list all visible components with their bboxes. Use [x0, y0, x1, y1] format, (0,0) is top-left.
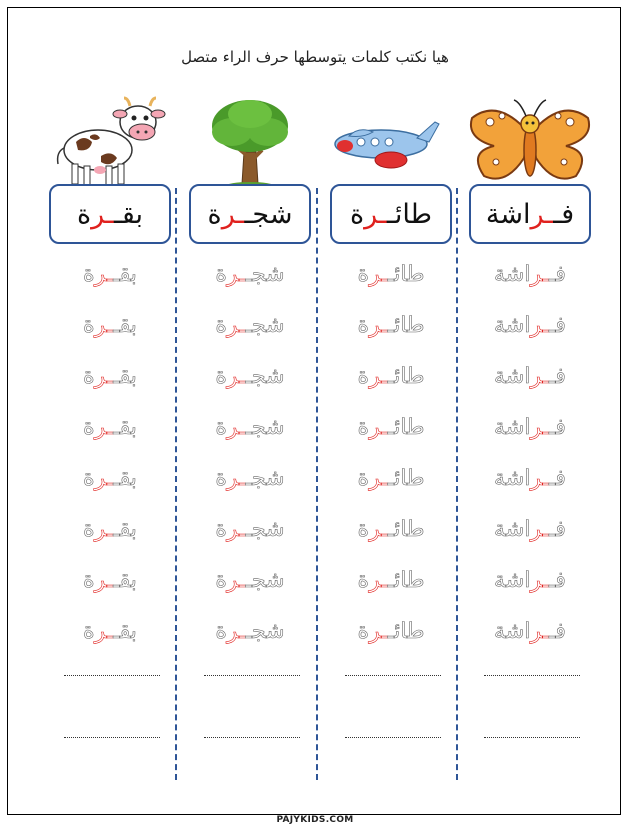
word-box-tree: [189, 184, 311, 244]
trace-word-butterfly: فــراشة: [494, 619, 566, 644]
word-box-airplane: [330, 184, 452, 244]
writing-line-tree[interactable]: [204, 675, 300, 676]
butterfly-picture: [466, 92, 594, 192]
trace-word-tree: شجــرة: [215, 262, 285, 287]
trace-word-cow: بقــرة: [83, 517, 137, 542]
trace-word-tree: شجــرة: [215, 517, 285, 542]
writing-line-plane[interactable]: [345, 675, 441, 676]
writing-line-cow[interactable]: [64, 737, 160, 738]
trace-word-butterfly: فــراشة: [494, 364, 566, 389]
trace-word-plane: طائــرة: [357, 415, 425, 440]
trace-word-butterfly: فــراشة: [494, 466, 566, 491]
trace-word-butterfly: فــراشة: [494, 262, 566, 287]
trace-word-plane: طائــرة: [357, 619, 425, 644]
airplane-picture: [327, 92, 455, 192]
writing-line-butterfly[interactable]: [484, 737, 580, 738]
trace-word-plane: طائــرة: [357, 364, 425, 389]
column-divider: [456, 188, 458, 780]
word-box-butterfly: [469, 184, 591, 244]
footer-text: PAJYKIDS.COM: [270, 815, 359, 825]
trace-word-plane: طائــرة: [357, 262, 425, 287]
trace-word-plane: طائــرة: [357, 313, 425, 338]
trace-word-tree: شجــرة: [215, 619, 285, 644]
column-divider: [175, 188, 177, 780]
word-box-cow: [49, 184, 171, 244]
trace-word-cow: بقــرة: [83, 262, 137, 287]
trace-word-tree: شجــرة: [215, 415, 285, 440]
column-divider: [316, 188, 318, 780]
trace-word-plane: طائــرة: [357, 568, 425, 593]
trace-word-cow: بقــرة: [83, 619, 137, 644]
trace-word-tree: شجــرة: [215, 313, 285, 338]
trace-word-plane: طائــرة: [357, 517, 425, 542]
trace-word-tree: شجــرة: [215, 364, 285, 389]
trace-word-cow: بقــرة: [83, 313, 137, 338]
writing-line-cow[interactable]: [64, 675, 160, 676]
word-tree: شجــرة: [207, 198, 293, 230]
trace-word-plane: طائــرة: [357, 466, 425, 491]
trace-word-tree: شجــرة: [215, 568, 285, 593]
word-airplane: طائــرة: [349, 198, 433, 230]
cow-picture: [46, 92, 174, 192]
trace-word-cow: بقــرة: [83, 364, 137, 389]
writing-line-butterfly[interactable]: [484, 675, 580, 676]
trace-word-cow: بقــرة: [83, 568, 137, 593]
site-footer: [0, 807, 630, 826]
tree-picture: [186, 92, 314, 192]
trace-word-cow: بقــرة: [83, 415, 137, 440]
page-title: هيا نكتب كلمات يتوسطها حرف الراء متصل: [181, 48, 449, 66]
word-butterfly: فــراشة: [485, 198, 575, 230]
trace-word-butterfly: فــراشة: [494, 517, 566, 542]
trace-word-tree: شجــرة: [215, 466, 285, 491]
trace-word-butterfly: فــراشة: [494, 313, 566, 338]
writing-line-plane[interactable]: [345, 737, 441, 738]
trace-word-butterfly: فــراشة: [494, 415, 566, 440]
trace-word-butterfly: فــراشة: [494, 568, 566, 593]
writing-line-tree[interactable]: [204, 737, 300, 738]
trace-word-cow: بقــرة: [83, 466, 137, 491]
word-cow: بقــرة: [76, 198, 144, 230]
